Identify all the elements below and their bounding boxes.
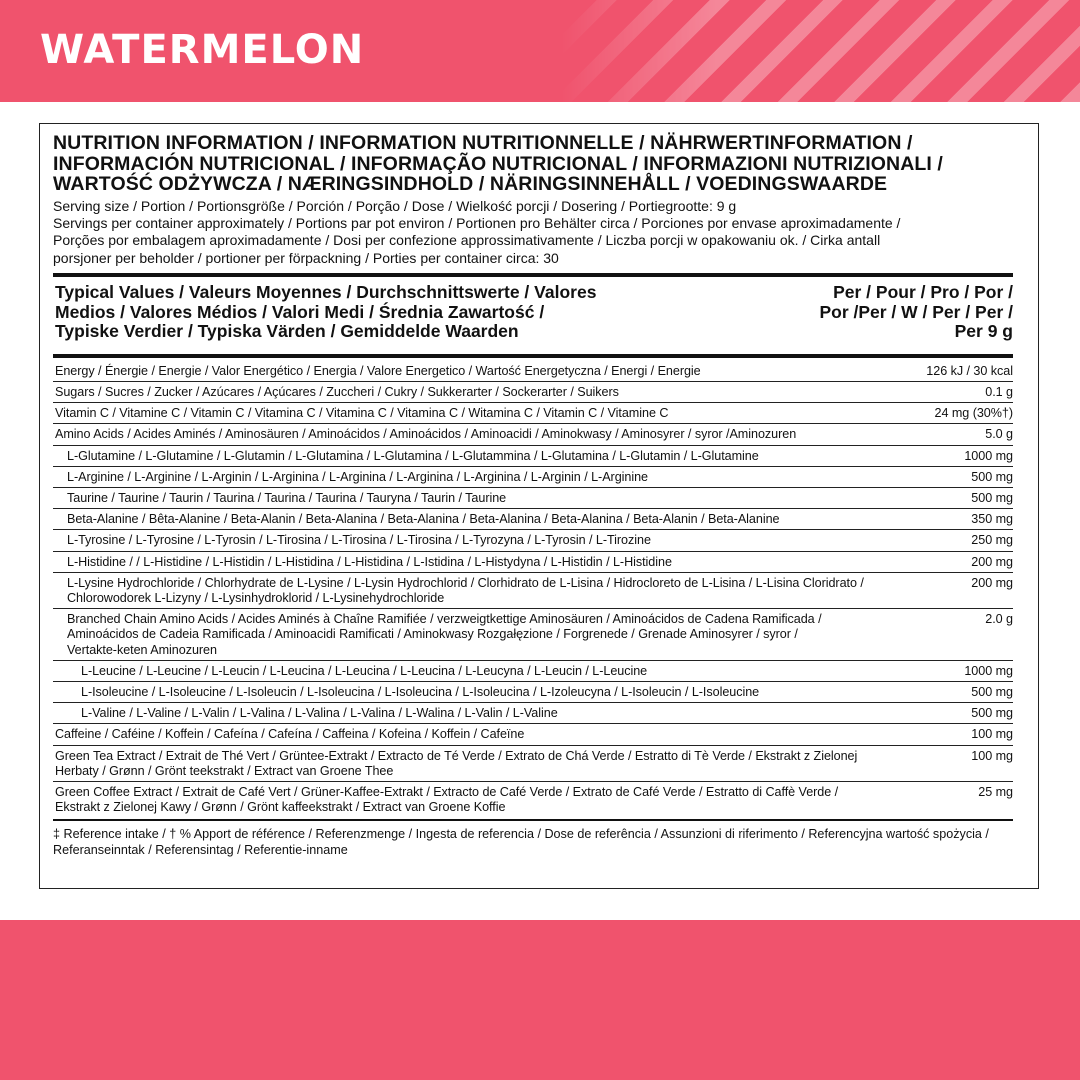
table-row-beta-alanine <box>53 509 1013 530</box>
row-label <box>55 785 966 815</box>
row-label <box>55 385 973 400</box>
row-value: 200 mg <box>971 554 1013 569</box>
row-label <box>55 685 959 700</box>
heading-line: NUTRITION INFORMATION / INFORMATION NUTRITIONNELLE / NÄHRWERTINFORMATION / <box>53 132 913 154</box>
row-label-line: L-Arginine / L-Arginine / L-Arginin / L-Arginina / L-Arginina / L-Arginina / L-Arginina / L-Arginin / L-Arginine <box>67 469 649 484</box>
serving-line: Porções por embalagem aproximadamente / Dosi per confezione approssimativamente / Liczba porcji w opakowaniu ok. / Cirka antall <box>53 232 881 249</box>
row-value: 350 mg <box>971 512 1013 527</box>
row-label-line: L-Valine / L-Valine / L-Valin / L-Valina / L-Valina / L-Valina / L-Walina / L-Valin / L-Valine <box>81 706 558 721</box>
nutrition-heading <box>53 133 1013 195</box>
heading-line: WARTOŚĆ ODŻYWCZA / NÆRINGSINDHOLD / NÄRINGSINNEHÅLL / VOEDINGSWAARDE <box>53 173 888 196</box>
row-label-line: Sugars / Sucres / Zucker / Azúcares / Açúcares / Zuccheri / Cukry / Sukkerarter / Sockerarter / Suikers <box>55 384 619 399</box>
row-label-line: Energy / Énergie / Energie / Valor Energético / Energia / Valore Energetico / Wartość Energetyczna / Energi / Energie <box>55 363 701 378</box>
row-label-line: Aminoácidos de Cadeia Ramificada / Aminoacidi Ramificati / Aminokwasy Rozgałęzione / Forgrenede / Grenade Aminosyrer / syror / <box>67 627 798 642</box>
row-label <box>55 749 959 779</box>
table-header <box>53 277 1013 342</box>
row-label <box>55 576 959 606</box>
row-label <box>55 491 959 506</box>
table-row-sugars <box>53 382 1013 403</box>
row-label <box>55 449 952 464</box>
row-value: 100 mg <box>971 727 1013 742</box>
header-line: Per / Pour / Pro / Por / <box>833 281 1013 302</box>
header-line: Medios / Valores Médios / Valori Medi / Średnia Zawartość / <box>55 301 545 322</box>
per-serving-header <box>819 283 1013 342</box>
row-label <box>55 533 959 548</box>
row-label-line: L-Glutamine / L-Glutamine / L-Glutamin / L-Glutamina / L-Glutamina / L-Glutammina / L-Glutamina / L-Glutamin / L-Glutamine <box>67 448 759 463</box>
row-value: 5.0 g <box>985 427 1013 442</box>
row-label-line: Beta-Alanine / Bêta-Alanine / Beta-Alanin / Beta-Alanina / Beta-Alanina / Beta-Alanina / Beta-Alanina / Beta-Alanin / Beta-Alanine <box>67 512 780 527</box>
row-label <box>55 612 973 658</box>
table-row-taurine <box>53 488 1013 509</box>
header-line: Typical Values / Valeurs Moyennes / Durchschnittswerte / Valores <box>55 281 597 302</box>
row-value: 1000 mg <box>964 663 1013 678</box>
row-label-line: Herbaty / Grønn / Grönt teekstrakt / Extract van Groene Thee <box>55 763 394 778</box>
row-label <box>55 664 952 679</box>
row-value: 500 mg <box>971 706 1013 721</box>
table-row-green-coffee <box>53 782 1013 817</box>
table-row-energy <box>53 361 1013 382</box>
row-label-line: L-Isoleucine / L-Isoleucine / L-Isoleucin / L-Isoleucina / L-Isoleucina / L-Isoleucina / L-Izoleucyna / L-Isoleucin / L-Isoleucine <box>81 685 760 699</box>
footnote <box>53 827 1013 857</box>
row-label-line: Caffeine / Caféine / Koffein / Cafeína / Cafeína / Caffeina / Kofeina / Koffein / Cafeïne <box>55 727 525 742</box>
row-label-line: Vertakte-keten Aminozuren <box>67 642 217 657</box>
row-label <box>55 727 959 742</box>
row-label-line: Green Coffee Extract / Extrait de Café Vert / Grüner-Kaffee-Extrakt / Extracto de Café Verde / Extrato de Café Verde / Estratto di Caffè Verde / <box>55 785 839 800</box>
row-value: 126 kJ / 30 kcal <box>926 363 1013 378</box>
header-line: Per 9 g <box>954 321 1013 342</box>
row-label <box>55 427 973 442</box>
row-label-line: Branched Chain Amino Acids / Acides Aminés à Chaîne Ramifiée / verzweigtkettige Aminosäuren / Aminoácidos de Cadena Ramificada / <box>67 612 822 627</box>
row-label-line: L-Leucine / L-Leucine / L-Leucin / L-Leucina / L-Leucina / L-Leucina / L-Leucyna / L-Leucin / L-Leucine <box>81 663 648 678</box>
row-value: 200 mg <box>971 575 1013 590</box>
table-row-lysine <box>53 573 1013 609</box>
table-row-tyrosine <box>53 530 1013 551</box>
table-row-amino-acids <box>53 424 1013 445</box>
row-label-line: L-Histidine / / L-Histidine / L-Histidin / L-Histidina / L-Histidina / L-Istidina / L-Histydyna / L-Histidin / L-Histidine <box>67 554 672 569</box>
footnote-line: Referanseinntak / Referensintag / Referentie-inname <box>53 842 348 857</box>
divider <box>53 354 1013 358</box>
row-label-line: Vitamin C / Vitamine C / Vitamin C / Vitamina C / Vitamina C / Vitamina C / Witamina C / Vitamin C / Vitamine C <box>55 406 669 421</box>
row-label <box>55 706 959 721</box>
row-value: 250 mg <box>971 533 1013 548</box>
row-value: 500 mg <box>971 490 1013 505</box>
table-row-valine <box>53 703 1013 724</box>
nutrition-table <box>53 361 1013 818</box>
row-value: 2.0 g <box>985 612 1013 627</box>
row-value: 0.1 g <box>985 384 1013 399</box>
row-label-line: L-Tyrosine / L-Tyrosine / L-Tyrosin / L-Tirosina / L-Tirosina / L-Tirosina / L-Tyrozyna / L-Tyrosin / L-Tirozine <box>67 533 651 548</box>
row-value: 1000 mg <box>964 448 1013 463</box>
row-label <box>55 512 959 527</box>
row-label <box>55 470 959 485</box>
row-label-line: Amino Acids / Acides Aminés / Aminosäuren / Aminoácidos / Aminoácidos / Aminoacidi / Aminokwasy / Aminosyrer / syror /Aminozuren <box>55 427 797 442</box>
table-row-isoleucine <box>53 682 1013 703</box>
divider <box>53 819 1013 821</box>
header-line: Typiske Verdier / Typiska Värden / Gemiddelde Waarden <box>55 321 519 342</box>
flavor-banner <box>0 0 1080 102</box>
row-label <box>55 406 923 421</box>
banner-stripes <box>560 0 1080 102</box>
row-value: 500 mg <box>971 469 1013 484</box>
typical-values-header <box>55 283 596 342</box>
row-label-line: Green Tea Extract / Extrait de Thé Vert / Grüntee-Extrakt / Extracto de Té Verde / Extrato de Chá Verde / Estratto di Tè Verde / Ekstrakt z Zielonej <box>55 748 858 763</box>
footer-band <box>0 920 1080 1080</box>
footnote-line: ‡ Reference intake / † % Apport de référence / Referenzmenge / Ingesta de referencia / Dose de referência / Assunzioni di riferimento / Referencyjna wartość spożycia / <box>53 827 989 842</box>
row-label <box>55 364 914 379</box>
row-value: 100 mg <box>971 748 1013 763</box>
header-line: Por /Per / W / Per / Per / <box>819 301 1013 322</box>
row-value: 24 mg (30%†) <box>934 406 1013 421</box>
table-row-caffeine <box>53 724 1013 745</box>
table-row-vitamin-c <box>53 403 1013 424</box>
table-row-glutamine <box>53 446 1013 467</box>
table-row-leucine <box>53 661 1013 682</box>
serving-info <box>53 198 1013 267</box>
row-label <box>55 555 959 570</box>
serving-line: Serving size / Portion / Portionsgröße / Porción / Porção / Dose / Wielkość porcji / Dosering / Portiegrootte: 9 g <box>53 197 737 214</box>
table-row-histidine <box>53 552 1013 573</box>
row-label-line: Taurine / Taurine / Taurin / Taurina / Taurina / Taurina / Tauryna / Taurin / Taurine <box>67 490 507 505</box>
row-label-line: L-Lysine Hydrochloride / Chlorhydrate de L-Lysine / L-Lysin Hydrochlorid / Clorhidrato de L-Lisina / Hidrocloreto de L-Lisina / L-Lisina Cloridrato / <box>67 575 864 590</box>
row-label-line: Ekstrakt z Zielonej Kawy / Grønn / Grönt kaffeekstrakt / Extract van Groene Koffie <box>55 800 506 815</box>
row-label-line: Chlorowodorek L-Lizyny / L-Lysinhydroklorid / L-Lysinehydrochloride <box>67 590 445 605</box>
table-row-green-tea <box>53 746 1013 782</box>
heading-line: INFORMACIÓN NUTRICIONAL / INFORMAÇÃO NUTRICIONAL / INFORMAZIONI NUTRIZIONALI / <box>53 152 943 175</box>
serving-line: Servings per container approximately / Portions par pot environ / Portionen pro Behälter circa / Porciones por envase aproximadamente / <box>53 215 901 232</box>
serving-line: porsjoner per beholder / portioner per förpackning / Porties per container circa: 30 <box>53 249 559 266</box>
table-row-arginine <box>53 467 1013 488</box>
nutrition-panel <box>39 123 1039 889</box>
row-value: 500 mg <box>971 685 1013 699</box>
flavor-title: WATERMELON <box>40 27 365 73</box>
row-value: 25 mg <box>978 785 1013 800</box>
table-row-bcaa <box>53 609 1013 661</box>
